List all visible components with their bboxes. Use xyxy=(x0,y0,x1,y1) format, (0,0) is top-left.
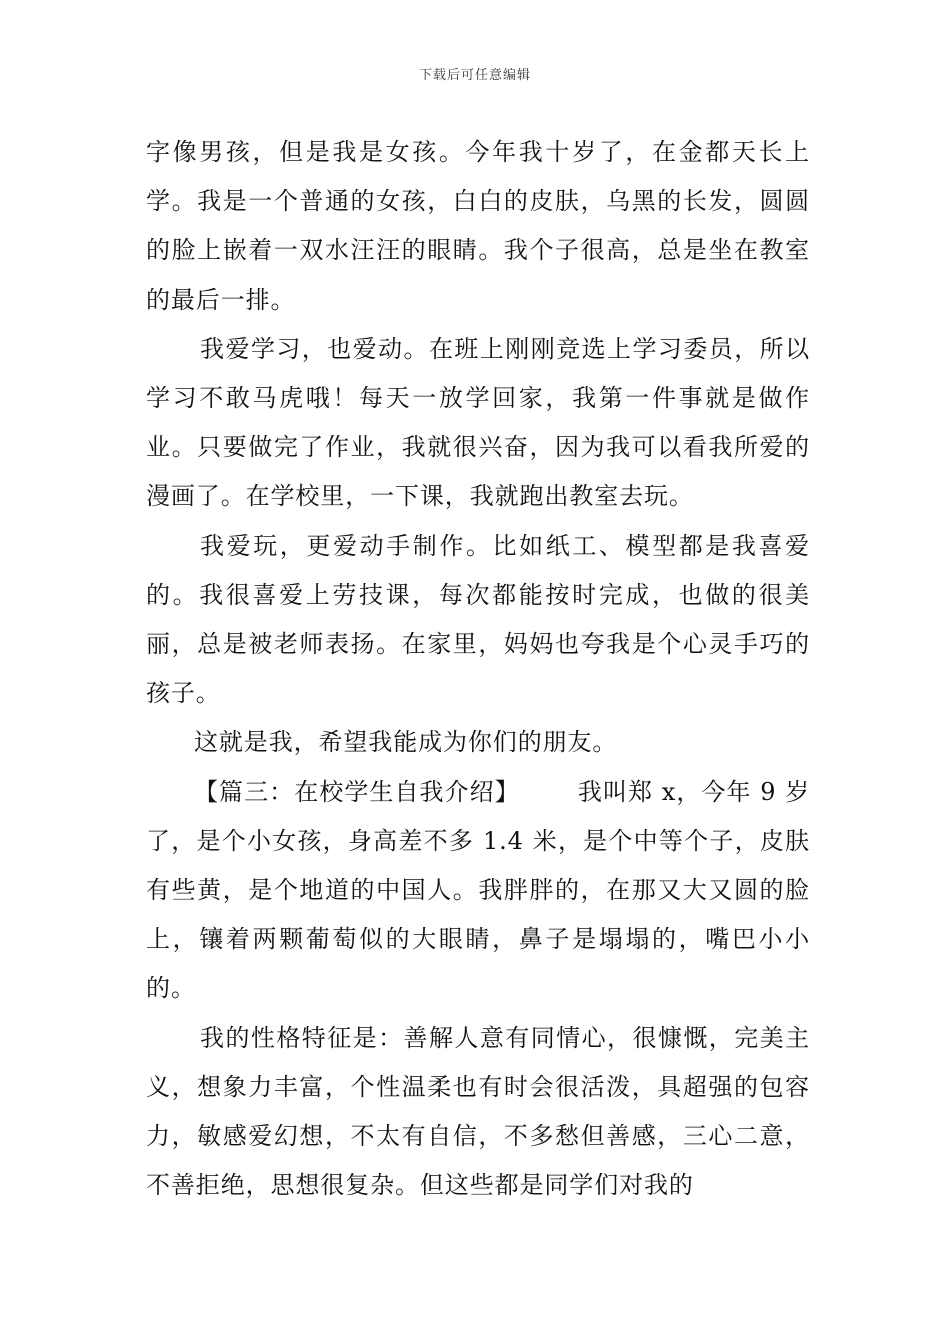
header-note: 下载后可任意编辑 xyxy=(418,68,531,83)
paragraph-6: 我的性格特征是：善解人意有同情心，很慷慨，完美主义，想象力丰富，个性温柔也有时会很活泼，具超强的包容力，敏感爱幻想，不太有自信，不多愁但善感，三心二意，不善拒绝，思想很复杂。但这些都是同学们对我的 xyxy=(146,1023,810,1200)
body-text xyxy=(146,128,810,1210)
section-heading-paragraph xyxy=(146,768,810,1014)
section-title: 【篇三：在校学生自我介绍】 xyxy=(194,777,520,806)
paragraph-2: 我爱学习，也爱动。在班上刚刚竞选上学习委员，所以学习不敢马虎哦！每天一放学回家，我第一件事就是做作业。只要做完了作业，我就很兴奋，因为我可以看我所爱的漫画了。在学校里，一下课，我就跑出教室去玩。 xyxy=(146,334,810,511)
paragraph-4: 这就是我，希望我能成为你们的朋友。 xyxy=(194,728,618,757)
paragraph-5: 我叫郑 x，今年 9 岁了，是个小女孩，身高差不多 1.4 米，是个中等个子，皮肤有些黄，是个地道的中国人。我胖胖的，在那又大又圆的脸上，镶着两颗葡萄似的大眼睛，鼻子是塌塌的，嘴巴小小的。 xyxy=(146,777,810,1003)
paragraph-1: 字像男孩，但是我是女孩。今年我十岁了，在金都天长上学。我是一个普通的女孩，白白的皮肤，乌黑的长发，圆圆的脸上嵌着一双水汪汪的眼睛。我个子很高，总是坐在教室的最后一排。 xyxy=(146,138,810,314)
paragraph-3: 我爱玩，更爱动手制作。比如纸工、模型都是我喜爱的。我很喜爱上劳技课，每次都能按时完成，也做的很美丽，总是被老师表扬。在家里，妈妈也夸我是个心灵手巧的孩子。 xyxy=(146,531,810,708)
